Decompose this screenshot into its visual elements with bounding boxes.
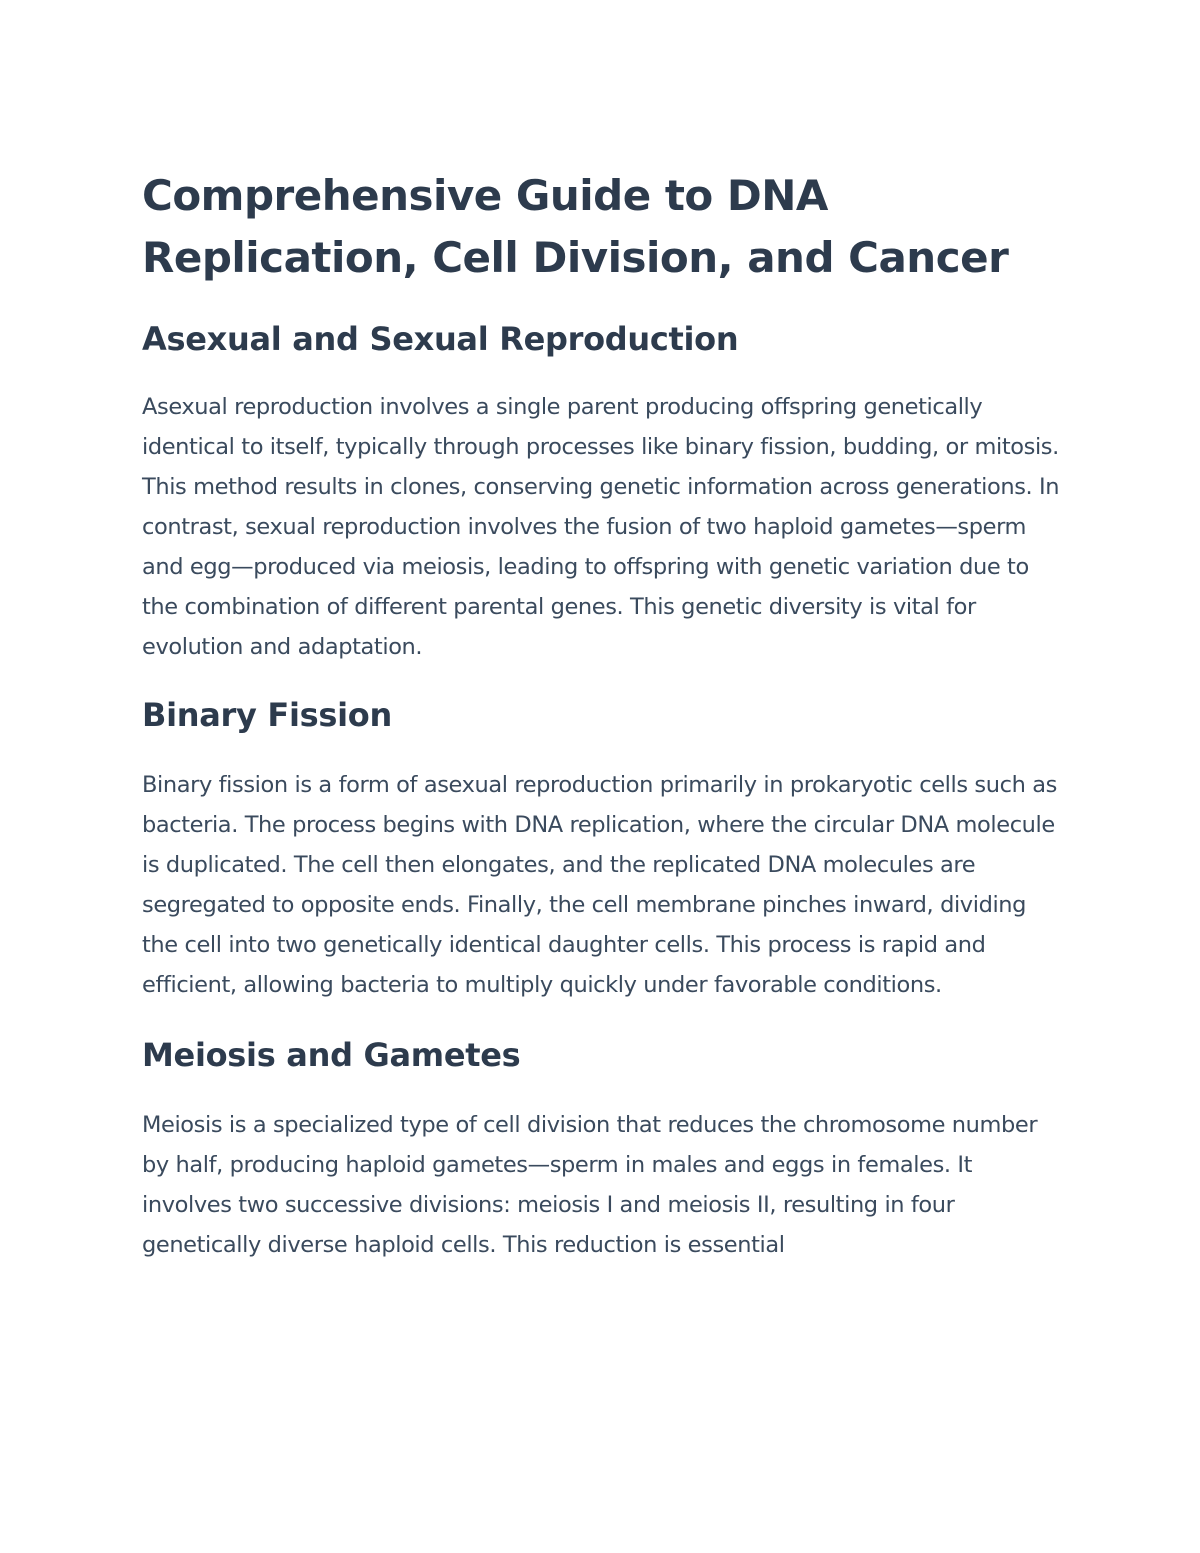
section-body-binary-fission: Binary fission is a form of asexual reproduction primarily in prokaryotic cells such as bacteria. The process begins with DNA replication, where the circular DNA molecule is duplicated. The cell then elongates, and the replicated DNA molecules are segregated to opposite ends. Finally, the cell membrane pinches inward, dividing the cell into two genetically identical daughter cells. This process is rapid and efficient, allowing bacteria to multiply quickly under favorable conditions. <box>142 772 1057 998</box>
document-title: Comprehensive Guide to DNA Replication, Cell Division, and Cancer <box>142 171 1009 282</box>
section-heading-asexual-sexual-reproduction: Asexual and Sexual Reproduction <box>142 320 739 358</box>
section-body-asexual-sexual-reproduction: Asexual reproduction involves a single parent producing offspring genetically identical to itself, typically through processes like binary fission, budding, or mitosis. This method results in clones, conserving genetic information across generations. In contrast, sexual reproduction involves the fusion of two haploid gametes—sperm and egg—produced via meiosis, leading to offspring with genetic variation due to the combination of different parental genes. This genetic diversity is vital for evolution and adaptation. <box>142 394 1060 660</box>
section-body-meiosis-gametes: Meiosis is a specialized type of cell division that reduces the chromosome number by half, producing haploid gametes—sperm in males and eggs in females. It involves two successive divisions: meiosis I and meiosis II, resulting in four genetically diverse haploid cells. This reduction is essential <box>142 1112 1038 1258</box>
section-heading-binary-fission: Binary Fission <box>142 696 392 734</box>
document-content <box>142 165 1067 1265</box>
section-heading-meiosis-gametes: Meiosis and Gametes <box>142 1036 521 1074</box>
